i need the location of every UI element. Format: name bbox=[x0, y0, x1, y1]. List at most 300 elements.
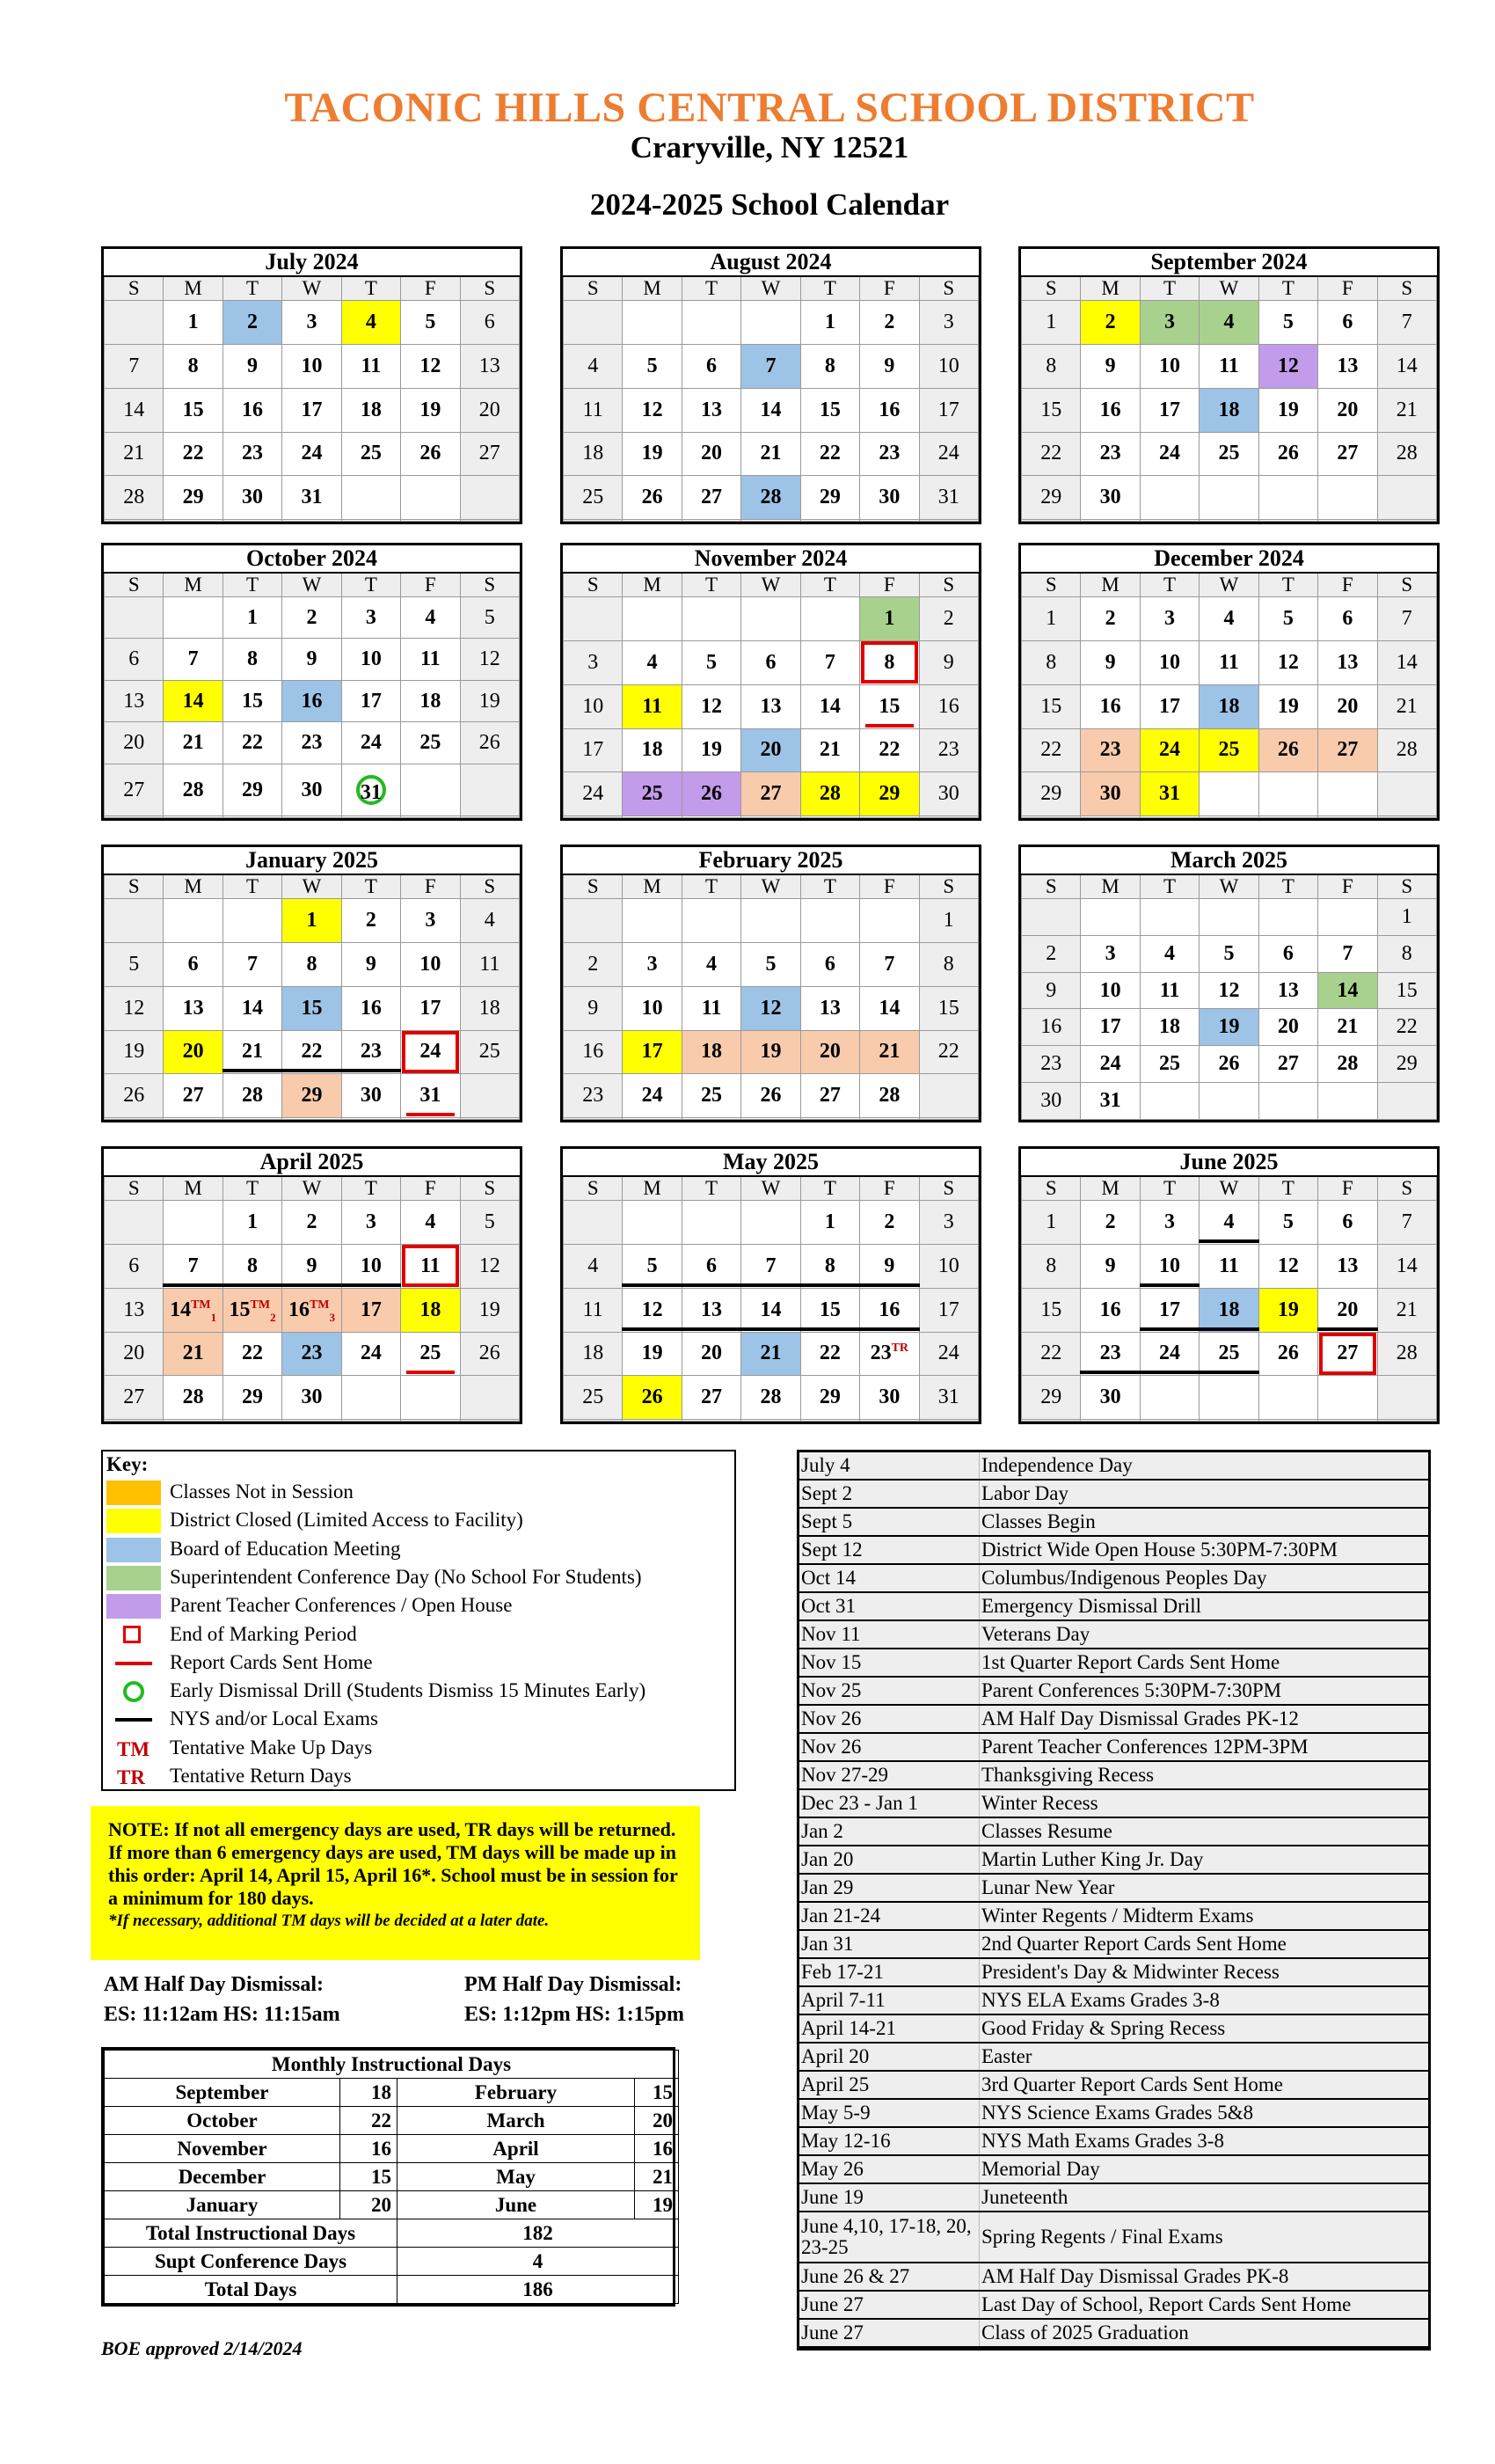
empty-cell bbox=[341, 520, 400, 522]
empty-cell bbox=[105, 1420, 164, 1422]
empty-cell bbox=[1022, 899, 1081, 936]
weekday-header: F bbox=[1318, 1176, 1377, 1201]
day-cell: 13 bbox=[1318, 344, 1377, 388]
month-name: August 2024 bbox=[564, 249, 979, 276]
key-swatch bbox=[106, 1566, 161, 1590]
day-cell: 12 bbox=[1258, 1244, 1317, 1288]
day-cell: 14 bbox=[105, 388, 164, 432]
event-row bbox=[799, 1649, 1428, 1677]
weekday-header: T bbox=[800, 573, 859, 597]
day-cell: 16 bbox=[564, 1030, 623, 1074]
empty-cell bbox=[341, 476, 400, 520]
month-name: March 2025 bbox=[1022, 847, 1437, 874]
weekday-header: F bbox=[860, 276, 919, 301]
day-cell: 16 bbox=[1081, 1288, 1140, 1332]
day-cell: 11 bbox=[623, 684, 682, 728]
day-cell: 6 bbox=[460, 301, 519, 345]
day-cell: 20 bbox=[164, 1030, 222, 1074]
day-cell: 24 bbox=[919, 432, 978, 476]
empty-cell bbox=[105, 899, 164, 943]
day-cell: 22 bbox=[282, 1030, 341, 1074]
day-cell: 28 bbox=[222, 1074, 281, 1118]
day-cell: 19 bbox=[741, 1030, 800, 1074]
day-cell: 2 bbox=[564, 942, 623, 986]
total-label: Total Instructional Days bbox=[105, 2219, 397, 2248]
empty-cell bbox=[105, 1201, 164, 1245]
day-cell: 15 bbox=[1022, 684, 1081, 728]
key-swatch bbox=[106, 1707, 161, 1732]
weekday-header: S bbox=[1377, 1176, 1436, 1201]
total-value: 182 bbox=[397, 2219, 679, 2248]
empty-cell bbox=[623, 816, 682, 818]
day-count: 22 bbox=[340, 2107, 397, 2135]
key-swatch bbox=[106, 1594, 161, 1619]
day-cell: 5 bbox=[1258, 301, 1317, 345]
day-cell: 26 bbox=[1258, 1332, 1317, 1376]
empty-cell bbox=[919, 520, 978, 522]
day-cell: 4 bbox=[623, 640, 682, 684]
weekday-header: T bbox=[800, 276, 859, 301]
empty-cell bbox=[564, 1118, 623, 1120]
day-cell: 11 bbox=[564, 1288, 623, 1332]
day-cell: 28 bbox=[800, 772, 859, 816]
empty-cell bbox=[341, 1420, 400, 1422]
day-cell: 30 bbox=[860, 1376, 919, 1420]
day-cell: 14 bbox=[222, 986, 281, 1030]
day-cell: 19 bbox=[105, 1030, 164, 1074]
day-cell: 13 bbox=[105, 680, 164, 721]
day-cell: 23 bbox=[1022, 1046, 1081, 1083]
day-cell: $23^{TR}$ bbox=[860, 1332, 919, 1376]
day-cell: 23 bbox=[860, 432, 919, 476]
day-cell: 14 bbox=[860, 986, 919, 1030]
day-cell: 31 bbox=[919, 1376, 978, 1420]
day-cell: 4 bbox=[401, 1201, 460, 1245]
weekday-header: F bbox=[1318, 874, 1377, 899]
day-cell: 12 bbox=[401, 344, 460, 388]
month-label: March bbox=[397, 2107, 635, 2135]
instructional-row bbox=[105, 2107, 679, 2135]
day-cell: 17 bbox=[564, 728, 623, 772]
day-cell: 18 bbox=[1200, 1288, 1258, 1332]
instructional-days-title: Monthly Instructional Days bbox=[105, 2051, 679, 2079]
day-cell: 1 bbox=[1022, 1201, 1081, 1245]
day-cell: 2 bbox=[222, 301, 281, 345]
day-cell: 11 bbox=[401, 1244, 460, 1288]
empty-cell bbox=[1081, 1420, 1140, 1422]
day-cell: 14 bbox=[1377, 640, 1436, 684]
day-cell: 12 bbox=[623, 1288, 682, 1332]
day-cell: 13 bbox=[460, 344, 519, 388]
day-cell: 1 bbox=[1377, 899, 1436, 936]
weekday-header: W bbox=[1200, 573, 1258, 597]
day-cell: 2 bbox=[282, 597, 341, 639]
empty-cell bbox=[741, 1118, 800, 1120]
day-count: 19 bbox=[635, 2191, 679, 2219]
month-label: June bbox=[397, 2191, 635, 2219]
day-cell: 22 bbox=[1022, 432, 1081, 476]
day-cell: 2 bbox=[860, 301, 919, 345]
day-cell: 25 bbox=[623, 772, 682, 816]
day-cell: 23 bbox=[564, 1074, 623, 1118]
day-cell: 14 bbox=[1318, 972, 1377, 1009]
event-date: Feb 17-21 bbox=[799, 1958, 980, 1986]
empty-cell bbox=[105, 597, 164, 639]
am-half-day-title: AM Half Day Dismissal: bbox=[104, 1973, 324, 1996]
day-cell: 16 bbox=[341, 986, 400, 1030]
day-cell: 9 bbox=[1022, 972, 1081, 1009]
day-cell: 30 bbox=[222, 476, 281, 520]
event-description: AM Half Day Dismissal Grades PK-8 bbox=[980, 2263, 1429, 2291]
weekday-header: T bbox=[1258, 1176, 1317, 1201]
empty-cell bbox=[741, 520, 800, 522]
day-cell: 26 bbox=[623, 476, 682, 520]
empty-cell bbox=[682, 301, 740, 345]
month-name: September 2024 bbox=[1022, 249, 1437, 276]
day-cell: 19 bbox=[682, 728, 740, 772]
note-text: NOTE: If not all emergency days are used, TR days will be returned. If more than 6 emergency days are used, TM days will be made up in this order: April 14, April 15, April 16*. School must be in session for a minimum for 180 days. bbox=[108, 1818, 678, 1909]
day-cell: 1 bbox=[1022, 301, 1081, 345]
day-cell: 27 bbox=[105, 1376, 164, 1420]
event-date: April 25 bbox=[799, 2071, 980, 2099]
empty-cell bbox=[1318, 476, 1377, 520]
day-cell: 12 bbox=[623, 388, 682, 432]
weekday-header: T bbox=[800, 1176, 859, 1201]
weekday-header: F bbox=[1318, 276, 1377, 301]
day-cell: 25 bbox=[682, 1074, 740, 1118]
day-cell: 3 bbox=[919, 1201, 978, 1245]
day-cell: 29 bbox=[1022, 476, 1081, 520]
day-cell: 18 bbox=[401, 680, 460, 721]
day-cell: 18 bbox=[682, 1030, 740, 1074]
empty-cell bbox=[105, 816, 164, 818]
empty-cell bbox=[682, 899, 740, 943]
weekday-header: S bbox=[1377, 874, 1436, 899]
event-row bbox=[799, 1761, 1428, 1789]
day-cell: 29 bbox=[222, 1376, 281, 1420]
empty-cell bbox=[1140, 816, 1199, 818]
weekday-header: W bbox=[1200, 1176, 1258, 1201]
month-calendar bbox=[560, 543, 981, 821]
empty-cell bbox=[164, 520, 222, 522]
day-cell: 19 bbox=[1258, 1288, 1317, 1332]
event-date: Jan 31 bbox=[799, 1930, 980, 1958]
day-cell: 6 bbox=[682, 1244, 740, 1288]
key-swatch bbox=[106, 1679, 161, 1704]
day-cell: 23 bbox=[1081, 432, 1140, 476]
day-cell: 8 bbox=[1022, 640, 1081, 684]
day-cell: 28 bbox=[105, 476, 164, 520]
empty-cell bbox=[564, 520, 623, 522]
key-item bbox=[106, 1735, 722, 1763]
month-label: January bbox=[105, 2191, 340, 2219]
event-description: AM Half Day Dismissal Grades PK-12 bbox=[980, 1705, 1429, 1733]
day-cell: 27 bbox=[1318, 432, 1377, 476]
day-cell: 9 bbox=[564, 986, 623, 1030]
event-row bbox=[799, 1508, 1428, 1536]
day-count: 16 bbox=[340, 2135, 397, 2163]
day-cell: 2 bbox=[1081, 1201, 1140, 1245]
weekday-header: T bbox=[1258, 276, 1317, 301]
day-cell: 13 bbox=[164, 986, 222, 1030]
month-label: October bbox=[105, 2107, 340, 2135]
empty-cell bbox=[860, 520, 919, 522]
weekday-header: T bbox=[1140, 573, 1199, 597]
day-cell: 19 bbox=[623, 432, 682, 476]
weekday-header: W bbox=[741, 276, 800, 301]
weekday-header: M bbox=[164, 573, 222, 597]
day-cell: 22 bbox=[1022, 728, 1081, 772]
day-cell: 21 bbox=[1377, 1288, 1436, 1332]
weekday-header: M bbox=[1081, 573, 1140, 597]
day-cell: 25 bbox=[1200, 1332, 1258, 1376]
day-cell: 20 bbox=[105, 722, 164, 764]
day-cell: 21 bbox=[741, 1332, 800, 1376]
day-cell: 10 bbox=[282, 344, 341, 388]
month-label: November bbox=[105, 2135, 340, 2163]
weekday-header: F bbox=[860, 573, 919, 597]
day-cell: 13 bbox=[682, 388, 740, 432]
month-calendar bbox=[1018, 844, 1440, 1122]
day-cell: 23 bbox=[282, 722, 341, 764]
day-cell: 17 bbox=[919, 388, 978, 432]
day-cell: 11 bbox=[1200, 1244, 1258, 1288]
key-label: Report Cards Sent Home bbox=[170, 1650, 373, 1673]
day-cell: 21 bbox=[164, 722, 222, 764]
tentative-return-mark: TR bbox=[891, 1342, 909, 1356]
day-cell: 4 bbox=[1200, 1201, 1258, 1245]
day-cell: 24 bbox=[623, 1074, 682, 1118]
month-label: February bbox=[397, 2079, 635, 2107]
key-label: Board of Education Meeting bbox=[170, 1537, 401, 1560]
event-row bbox=[799, 1846, 1428, 1874]
day-cell: 22 bbox=[919, 1030, 978, 1074]
day-cell: 8 bbox=[222, 639, 281, 680]
day-cell: 25 bbox=[401, 722, 460, 764]
empty-cell bbox=[460, 1420, 519, 1422]
day-cell: 25 bbox=[564, 1376, 623, 1420]
day-cell: 18 bbox=[564, 432, 623, 476]
day-cell: 17 bbox=[1081, 1009, 1140, 1046]
day-cell: 19 bbox=[623, 1332, 682, 1376]
empty-cell bbox=[341, 1118, 400, 1120]
weekday-header: T bbox=[682, 573, 740, 597]
day-cell: 19 bbox=[460, 680, 519, 721]
day-cell: 24 bbox=[1140, 432, 1199, 476]
empty-cell bbox=[741, 816, 800, 818]
day-cell: 6 bbox=[1258, 935, 1317, 972]
day-count: 18 bbox=[340, 2079, 397, 2107]
empty-cell bbox=[1081, 520, 1140, 522]
day-cell: 3 bbox=[341, 597, 400, 639]
day-cell: 7 bbox=[164, 639, 222, 680]
day-count: 15 bbox=[340, 2163, 397, 2191]
event-description: 1st Quarter Report Cards Sent Home bbox=[980, 1649, 1429, 1677]
event-date: April 20 bbox=[799, 2043, 980, 2071]
weekday-header: M bbox=[1081, 276, 1140, 301]
day-cell: 21 bbox=[105, 432, 164, 476]
day-cell: 9 bbox=[222, 344, 281, 388]
instructional-row bbox=[105, 2191, 679, 2219]
event-date: July 4 bbox=[799, 1452, 980, 1480]
empty-cell bbox=[105, 520, 164, 522]
month-name: January 2025 bbox=[105, 847, 520, 874]
event-date: June 26 & 27 bbox=[799, 2263, 980, 2291]
event-date: Dec 23 - Jan 1 bbox=[799, 1789, 980, 1817]
day-cell: 4 bbox=[460, 899, 519, 943]
day-cell: 12 bbox=[105, 986, 164, 1030]
empty-cell bbox=[282, 520, 341, 522]
empty-cell bbox=[1258, 772, 1317, 816]
day-cell: 30 bbox=[1081, 772, 1140, 816]
weekday-header: F bbox=[401, 276, 460, 301]
day-cell: 3 bbox=[919, 301, 978, 345]
day-cell: 13 bbox=[105, 1288, 164, 1332]
day-count: 16 bbox=[635, 2135, 679, 2163]
day-cell: 1 bbox=[282, 899, 341, 943]
event-description: Good Friday & Spring Recess bbox=[980, 2014, 1429, 2043]
day-cell: 24 bbox=[1140, 1332, 1199, 1376]
day-cell: 27 bbox=[1258, 1046, 1317, 1083]
day-cell: 27 bbox=[105, 764, 164, 815]
instructional-days-table bbox=[101, 2047, 675, 2307]
day-cell: 15 bbox=[1022, 1288, 1081, 1332]
day-cell: 10 bbox=[1140, 1244, 1199, 1288]
empty-cell bbox=[401, 816, 460, 818]
day-cell: 31 bbox=[1140, 772, 1199, 816]
day-cell: 7 bbox=[741, 1244, 800, 1288]
day-cell: 16 bbox=[1081, 388, 1140, 432]
event-date: Jan 2 bbox=[799, 1817, 980, 1846]
month-label: May bbox=[397, 2163, 635, 2191]
instructional-row bbox=[105, 2079, 679, 2107]
empty-cell bbox=[401, 764, 460, 815]
event-row bbox=[799, 1677, 1428, 1705]
empty-cell bbox=[401, 520, 460, 522]
day-cell: 21 bbox=[741, 432, 800, 476]
weekday-header: M bbox=[164, 874, 222, 899]
day-cell: 8 bbox=[222, 1244, 281, 1288]
weekday-header: W bbox=[1200, 276, 1258, 301]
day-cell: 9 bbox=[341, 942, 400, 986]
day-cell: 20 bbox=[105, 1332, 164, 1376]
key-item bbox=[106, 1507, 722, 1535]
day-cell: 18 bbox=[1140, 1009, 1199, 1046]
empty-cell bbox=[623, 899, 682, 943]
weekday-header: S bbox=[919, 276, 978, 301]
empty-cell bbox=[1200, 476, 1258, 520]
day-cell: 22 bbox=[1377, 1009, 1436, 1046]
day-cell: 23 bbox=[341, 1030, 400, 1074]
weekday-header: S bbox=[564, 573, 623, 597]
day-cell: 10 bbox=[919, 344, 978, 388]
day-cell: 20 bbox=[682, 1332, 740, 1376]
empty-cell bbox=[1022, 816, 1081, 818]
month-name: July 2024 bbox=[105, 249, 520, 276]
empty-cell bbox=[460, 764, 519, 815]
day-cell: 28 bbox=[1377, 432, 1436, 476]
day-cell: 20 bbox=[741, 728, 800, 772]
day-cell: 3 bbox=[401, 899, 460, 943]
empty-cell bbox=[1318, 772, 1377, 816]
day-cell: 12 bbox=[460, 639, 519, 680]
day-count: 21 bbox=[635, 2163, 679, 2191]
day-cell: 1 bbox=[164, 301, 222, 345]
day-count: 20 bbox=[340, 2191, 397, 2219]
day-cell: 9 bbox=[919, 640, 978, 684]
day-cell: 17 bbox=[623, 1030, 682, 1074]
empty-cell bbox=[460, 520, 519, 522]
key-swatch: TM bbox=[117, 1737, 150, 1760]
day-cell: 18 bbox=[564, 1332, 623, 1376]
key-label: Parent Teacher Conferences / Open House bbox=[170, 1594, 513, 1617]
day-cell: 17 bbox=[282, 388, 341, 432]
event-description: Class of 2025 Graduation bbox=[980, 2319, 1429, 2347]
day-cell: 15 bbox=[164, 388, 222, 432]
weekday-header: S bbox=[564, 1176, 623, 1201]
month-calendar bbox=[560, 844, 981, 1122]
weekday-header: F bbox=[401, 1176, 460, 1201]
day-cell: 4 bbox=[682, 942, 740, 986]
day-cell: 16 bbox=[860, 1288, 919, 1332]
day-cell: 29 bbox=[1377, 1046, 1436, 1083]
weekday-header: S bbox=[460, 276, 519, 301]
day-cell: 14 bbox=[164, 680, 222, 721]
day-cell: 22 bbox=[800, 432, 859, 476]
total-row bbox=[105, 2219, 679, 2248]
empty-cell bbox=[1258, 1376, 1317, 1420]
event-row bbox=[799, 2099, 1428, 2127]
makeup-order: 2 bbox=[270, 1310, 276, 1324]
empty-cell bbox=[282, 816, 341, 818]
weekday-header: T bbox=[682, 276, 740, 301]
day-cell: 28 bbox=[164, 1376, 222, 1420]
day-cell: 26 bbox=[460, 722, 519, 764]
day-cell: 23 bbox=[1081, 728, 1140, 772]
empty-cell bbox=[282, 1118, 341, 1120]
weekday-header: S bbox=[1022, 874, 1081, 899]
day-cell: 10 bbox=[623, 986, 682, 1030]
weekday-header: S bbox=[1377, 276, 1436, 301]
total-label: Supt Conference Days bbox=[105, 2248, 397, 2276]
event-description: Winter Recess bbox=[980, 1789, 1429, 1817]
event-row bbox=[799, 1789, 1428, 1817]
event-description: Juneteenth bbox=[980, 2183, 1429, 2212]
empty-cell bbox=[1318, 899, 1377, 936]
empty-cell bbox=[860, 1118, 919, 1120]
day-cell: 25 bbox=[341, 432, 400, 476]
day-cell: 30 bbox=[282, 1376, 341, 1420]
day-cell: 13 bbox=[741, 684, 800, 728]
event-date: Jan 20 bbox=[799, 1846, 980, 1874]
day-cell: 5 bbox=[741, 942, 800, 986]
weekday-header: S bbox=[105, 573, 164, 597]
empty-cell bbox=[1200, 1376, 1258, 1420]
weekday-header: F bbox=[1318, 573, 1377, 597]
day-cell: 20 bbox=[1318, 388, 1377, 432]
day-cell: 14 bbox=[741, 388, 800, 432]
day-cell: 30 bbox=[1081, 476, 1140, 520]
day-cell: 11 bbox=[460, 942, 519, 986]
day-cell: 31 bbox=[401, 1074, 460, 1118]
event-date: Oct 31 bbox=[799, 1592, 980, 1620]
day-cell: 3 bbox=[1140, 1201, 1199, 1245]
weekday-header: S bbox=[919, 573, 978, 597]
empty-cell bbox=[1377, 476, 1436, 520]
event-description: Last Day of School, Report Cards Sent Home bbox=[980, 2291, 1429, 2319]
day-cell: 23 bbox=[222, 432, 281, 476]
weekday-header: S bbox=[919, 1176, 978, 1201]
